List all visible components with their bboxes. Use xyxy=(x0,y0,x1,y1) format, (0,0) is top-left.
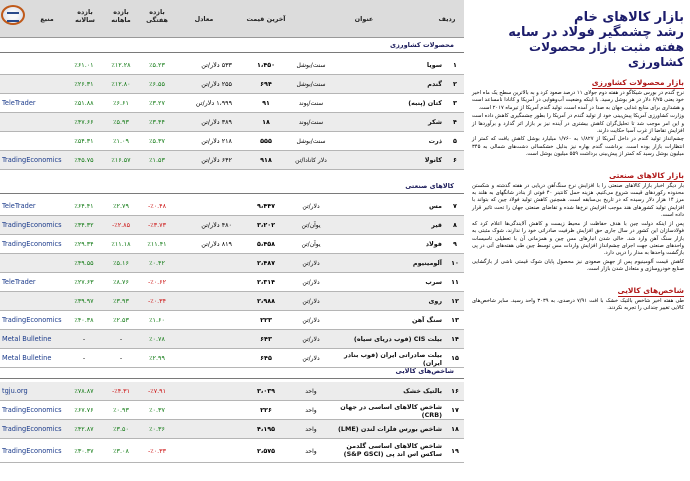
weekly-return: ٪۶.۵۵ xyxy=(149,80,165,88)
header-equiv: معادل xyxy=(194,15,214,23)
table-row xyxy=(0,382,464,401)
table-row xyxy=(0,401,464,420)
row-number: ۱ xyxy=(453,61,457,69)
yearly-return: ٪۶۴.۴۱ xyxy=(74,202,94,210)
source-name: TeleTrader xyxy=(2,278,36,286)
section-indices-title: شاخص‌های کالایی xyxy=(617,285,684,295)
yearly-return: ٪۴۵.۷۵ xyxy=(74,156,94,164)
monthly-return: ٪۲.۸۵- xyxy=(111,221,131,229)
price-unit: دلار/تن xyxy=(302,336,320,343)
table-row xyxy=(0,292,464,311)
yearly-return: ٪۳۴.۳۲ xyxy=(74,221,94,229)
group-divider xyxy=(0,193,464,194)
source-name: Metal Bulletine xyxy=(2,354,52,362)
last-price: ۹۱ xyxy=(262,99,270,107)
row-number: ۱۱ xyxy=(451,278,459,286)
commodity-name: بالتیک خشک xyxy=(403,387,442,395)
row-number: ۱۰ xyxy=(451,259,459,267)
monthly-return: ٪۱۲.۲۸ xyxy=(111,61,131,69)
group-industrial-label: کالاهای صنعتی xyxy=(405,182,454,190)
row-number: ۱۲ xyxy=(451,297,459,305)
commodity-name: گندم xyxy=(427,80,442,88)
paragraph: نرخ گندم در بورس شیکاگو در هفته دوم جولای ۱۱ درصد صعود کرد و به بالاترین سطح یک ماه اخیر خود یعنی ۶/۷۵ دلار در هر بوشل رسید. با اینکه وضعیت آب‌وهوایی در آمریکا و کانادا نامساعد است و هشداری برای منابع غذایی جهان به صدا در آمده است، تولید گندم آمریکا از تیرماه ۲۰۱۷ است. xyxy=(472,90,685,111)
company-logo xyxy=(1,5,25,25)
weekly-return: ٪۵.۳۷ xyxy=(149,137,165,145)
last-price: ۱،۴۵۰ xyxy=(256,61,276,69)
monthly-return: ٪۵.۹۳ xyxy=(113,118,129,126)
yearly-return: ٪۷۸.۸۷ xyxy=(74,387,94,395)
table-row xyxy=(0,273,464,292)
row-number: ۱۴ xyxy=(451,335,459,343)
source-name: TeleTrader xyxy=(2,202,36,210)
row-number: ۸ xyxy=(453,221,457,229)
equivalent-price: ۵۳۳ دلار/تن xyxy=(201,61,232,69)
table-row xyxy=(0,235,464,254)
price-unit: یوآن/تن xyxy=(301,222,321,229)
source-name: TradingEconomics xyxy=(2,316,62,324)
monthly-return: ٪۱۶.۵۷ xyxy=(111,156,131,164)
commodity-name: قیر xyxy=(431,221,442,229)
yearly-return: ٪۴۲.۸۷ xyxy=(74,425,94,433)
monthly-return: ٪۸.۷۶ xyxy=(113,278,129,286)
price-unit: دلار/تن xyxy=(302,260,320,267)
row-number: ۱۹ xyxy=(451,447,459,455)
source-name xyxy=(0,113,64,132)
section-industrial-title: بازار کالاهای صنعتی xyxy=(609,170,684,180)
header-title: عنوان xyxy=(354,15,374,23)
table-row xyxy=(0,151,464,170)
price-unit: واحد xyxy=(305,388,317,395)
commodity-name: شاخص بورس فلزات لندن (LME) xyxy=(337,425,442,433)
weekly-return: ٪۰.۶۲- xyxy=(147,278,167,286)
table-row xyxy=(0,349,464,368)
row-number: ۱۸ xyxy=(451,425,459,433)
yearly-return: - xyxy=(82,354,86,362)
monthly-return: ٪۱۲.۸۰ xyxy=(111,80,131,88)
article-column xyxy=(468,0,690,481)
table-row xyxy=(0,75,464,94)
source-name xyxy=(0,292,64,311)
row-number: ۹ xyxy=(453,240,457,248)
yearly-return: ٪۵۴.۳۱ xyxy=(74,137,94,145)
last-price: ۲،۵۷۵ xyxy=(256,447,276,455)
monthly-return: ٪۲.۷۹ xyxy=(113,202,129,210)
yearly-return: ٪۳۰.۳۷ xyxy=(74,447,94,455)
price-unit: دلار/تن xyxy=(302,355,320,362)
monthly-return: ٪۵.۱۶ xyxy=(113,259,129,267)
source-name: TradingEconomics xyxy=(2,406,62,414)
weekly-return: ٪۱۱.۴۱ xyxy=(147,240,167,248)
price-unit: سنت/بوشل xyxy=(296,138,326,145)
last-price: ۳،۰۳۹ xyxy=(256,387,276,395)
weekly-return: ٪۳.۷۳- xyxy=(147,221,167,229)
row-number: ۳ xyxy=(453,99,457,107)
header-last-price: آخرین قیمت xyxy=(246,15,286,23)
weekly-return: ٪۲.۹۹ xyxy=(149,354,165,362)
monthly-return: ٪۳.۰۸ xyxy=(113,447,129,455)
last-price: ۹،۴۴۷ xyxy=(256,202,276,210)
table-row xyxy=(0,56,464,75)
last-price: ۵،۴۵۸ xyxy=(256,240,276,248)
source-name: TradingEconomics xyxy=(2,447,62,455)
equivalent-price: ۶۴۲ دلار/تن xyxy=(201,156,232,164)
weekly-return: ٪۱.۶۰ xyxy=(149,316,165,324)
yearly-return: ٪۵۱.۸۸ xyxy=(74,99,94,107)
source-name: TradingEconomics xyxy=(2,240,62,248)
weekly-return: ٪۱.۵۳ xyxy=(149,156,165,164)
paragraph: وزارت کشاورزی آمریکا پیش‌بینی خود از تولید گندم در آمریکا را بطور چشمگیری کاهش داده است و این امر موجب شد تا تحلیل‌گران کاهش بیشتری در آینده نیز بر بازار اثر گذارد و برآوردها از افزایش تقاضا از غرب آسیا حکایت دارند. xyxy=(472,113,684,135)
table-row xyxy=(0,420,464,439)
price-unit: واحد xyxy=(305,448,317,455)
price-unit: دلار/تن xyxy=(302,317,320,324)
commodity-name: بیلت CIS (فوب دریای سیاه) xyxy=(353,335,442,343)
price-unit: سنت/بوشل xyxy=(296,62,326,69)
equivalent-price xyxy=(176,382,232,401)
headline-main: رشد چشمگیر فولاد در سایه xyxy=(508,25,684,40)
monthly-return: - xyxy=(119,354,123,362)
commodity-name: ذرت xyxy=(428,137,442,145)
price-unit: یوآن/تن xyxy=(301,241,321,248)
group-agri-label: محصولات کشاورزی xyxy=(389,41,454,49)
equivalent-price: ۸۱۹ دلار/تن xyxy=(201,240,232,248)
last-price: ۴،۱۹۵ xyxy=(256,425,276,433)
header-row: ردیف xyxy=(438,15,456,23)
price-unit: سنت/بوشل xyxy=(296,81,326,88)
table-row xyxy=(0,330,464,349)
commodity-name: سنگ آهن xyxy=(411,316,442,324)
weekly-return: ٪۰.۳۴- xyxy=(147,297,167,305)
paragraph: چشم‌انداز تولید گندم در داخل آمریکا از ۱/۸۲۷ به ۱/۷۶۰ میلیارد بوشل کاهش یافت که کمتر از انتظارات بازار بوده است. برداشت گندم بهاره نیز بدلیل خشکسالی دشت‌های شمالی به ۳۴۵ میلیون بوشل رسید که کمتر از پیش‌بینی برداشت ۵۵۹ میلیون بوشل است. xyxy=(472,136,684,158)
commodity-name: کتان (پنبه) xyxy=(408,99,442,107)
yearly-return: ٪۳۹.۹۷ xyxy=(74,297,94,305)
header-month: بازده ماهانه xyxy=(111,8,131,24)
headline-kicker: بازار کالاهای خام xyxy=(574,10,684,25)
equivalent-price: ۳۸۹ دلار/تن xyxy=(201,118,232,126)
price-unit: دلار/تن xyxy=(302,298,320,305)
source-name: TradingEconomics xyxy=(2,221,62,229)
row-number: ۲ xyxy=(453,80,457,88)
price-unit: سنت/پوند xyxy=(298,119,324,126)
yearly-return: ٪۲۹.۳۴ xyxy=(74,240,94,248)
row-number: ۷ xyxy=(453,202,457,210)
monthly-return: ٪۴.۳۱- xyxy=(111,387,131,395)
weekly-return: ٪۰.۳۶ xyxy=(149,425,165,433)
row-number: ۱۷ xyxy=(451,406,459,414)
group-divider xyxy=(0,52,464,53)
group-indices-label: شاخص‌های کالایی xyxy=(395,367,454,375)
equivalent-price: ۴۸۰ دلار/تن xyxy=(201,221,232,229)
yearly-return: ٪۲۶.۳۱ xyxy=(74,80,94,88)
monthly-return: ٪۱۱.۱۸ xyxy=(111,240,131,248)
paragraph: پس از اینکه دولت چین با هدف حفاظت از محیط زیست و کاهش آلایندگی‌ها اعلام کرد که فولادسازان این کشور در سال جاری حق افزایش ظرفیت صادراتی خود را ندارند، شوک مثبتی به بازار سنگ آهن وارد شد. خالی شدن انبارهای مس چین و همزمانی آن با تعطیلی تاسیسات واحدهای صنعتی جهت اجرای چشم‌انداز افزایش واردات مس توسط چین طی هفته‌های آتی در پی بازگشت واحدها به مدار را درپی دارد. xyxy=(472,220,684,257)
yearly-return: - xyxy=(82,335,86,343)
yearly-return: ٪۶۷.۷۶ xyxy=(74,406,94,414)
monthly-return: ٪۳.۵۰ xyxy=(113,425,129,433)
equivalent-price xyxy=(176,311,232,330)
source-name: TeleTrader xyxy=(2,99,36,107)
monthly-return: ٪۰.۹۳ xyxy=(113,406,129,414)
last-price: ۳،۲۰۲ xyxy=(256,221,276,229)
table-header xyxy=(0,0,464,38)
monthly-return: ٪۲.۵۳ xyxy=(113,316,129,324)
table-row xyxy=(0,216,464,235)
price-unit: دلار کانادا/تن xyxy=(295,157,327,164)
last-price: ۲،۳۱۴ xyxy=(256,278,276,286)
yearly-return: ٪۶۱.۰۱ xyxy=(74,61,94,69)
source-name: TradingEconomics xyxy=(2,156,62,164)
weekly-return: ٪۳.۴۴ xyxy=(149,118,165,126)
equivalent-price xyxy=(176,349,232,368)
headline-sub: هفته مثبت بازار محصولات کشاورزی xyxy=(529,40,684,69)
weekly-return: ٪۰.۳۳- xyxy=(147,447,167,455)
table-row xyxy=(0,254,464,273)
monthly-return: ٪۶.۶۱ xyxy=(113,99,129,107)
last-price: ۶۴۳ xyxy=(260,335,272,343)
last-price: ۱۸ xyxy=(262,118,270,126)
commodity-name: روی xyxy=(428,297,442,305)
weekly-return: ٪۰.۴۸- xyxy=(147,202,167,210)
equivalent-price xyxy=(176,401,232,420)
table-row xyxy=(0,132,464,151)
commodity-name: مس xyxy=(429,202,442,210)
commodity-name: آلومینیوم xyxy=(412,259,442,267)
commodity-name: شاخص کالاهای اساسی گلدمن ساکس اس اند پی (S&P GSCI) xyxy=(343,442,442,458)
yearly-return: ٪۴۹.۵۵ xyxy=(74,259,94,267)
price-unit: دلار/تن xyxy=(302,203,320,210)
yearly-return: ٪۲۷.۶۳ xyxy=(74,278,94,286)
table-row xyxy=(0,440,464,463)
last-price: ۲،۹۸۸ xyxy=(256,297,276,305)
commodity-name: فولاد xyxy=(425,240,442,248)
commodity-name: بیلت صادراتی ایران (فوب بنادر ایران) xyxy=(344,351,442,367)
last-price: ۹۱۸ xyxy=(260,156,272,164)
equivalent-price xyxy=(176,440,232,463)
monthly-return: - xyxy=(119,335,123,343)
commodity-name: کانولا xyxy=(424,156,442,164)
equivalent-price xyxy=(176,330,232,349)
header-week: بازده هفتگی xyxy=(146,8,168,24)
last-price: ۶۴۵ xyxy=(260,354,272,362)
equivalent-price: ۲۱۸ دلار/تن xyxy=(201,137,232,145)
last-price: ۶۹۴ xyxy=(260,80,272,88)
equivalent-price: ۱،۹۹۹ دلار/تن xyxy=(195,99,232,107)
section-agri-title: بازار محصولات کشاورزی xyxy=(591,78,684,87)
weekly-return: ٪۵.۲۳ xyxy=(149,61,165,69)
table-row xyxy=(0,311,464,330)
weekly-return: ٪۰.۷۸ xyxy=(149,335,165,343)
source-name: tgju.org xyxy=(2,387,28,395)
yearly-return: ٪۴۷.۶۶ xyxy=(74,118,94,126)
last-price: ۲،۴۸۷ xyxy=(256,259,276,267)
source-name: TradingEconomics xyxy=(2,425,62,433)
row-number: ۴ xyxy=(453,118,457,126)
table-row xyxy=(0,113,464,132)
row-number: ۱۳ xyxy=(451,316,459,324)
last-price: ۵۵۵ xyxy=(260,137,272,145)
header-source: منبع xyxy=(40,15,54,23)
equivalent-price xyxy=(176,273,232,292)
equivalent-price xyxy=(176,420,232,439)
commodity-name: شکر xyxy=(428,118,442,126)
header-year: بازده سالانه xyxy=(75,8,95,24)
paragraph: طی هفته اخیر شاخص بالتیک خشک با افت ۷/۹۱ درصدی، به ۳۰۳۹ واحد رسید. سایر شاخص‌های کالایی تغییر چندانی را تجربه نکردند. xyxy=(472,297,684,311)
equivalent-price: ۲۵۵ دلار/تن xyxy=(201,80,232,88)
monthly-return: ٪۱.۰۹ xyxy=(113,137,129,145)
weekly-return: ٪۷.۹۱- xyxy=(147,387,167,395)
equivalent-price xyxy=(176,197,232,216)
last-price: ۲۲۳ xyxy=(260,316,272,324)
paragraph: بار دیگر اخبار بازار کالاهای صنعتی را با افزایش نرخ سنگ‌آهن دریایی در هفته گذشته و شکستن محدوده رکوردهای قیمت شروع می‌کنیم. هزینه حمل کانتینر ۴۰ فوتی از بنادر شانگهای به هلند به مرز ۱۴ هزار دلار رسیده که در تاریخ بی‌سابقه است. همچنین کاهش تولید فولاد چین که بتواند با افزایش تولید کشورهای هند موجب افزایش نرخ‌ها شده و تقاضای صنعتی جهان را تحت تاثیر قرار داده است. xyxy=(472,182,685,219)
source-name xyxy=(0,254,64,273)
row-number: ۵ xyxy=(453,137,457,145)
equivalent-price xyxy=(176,254,232,273)
weekly-return: ٪۰.۳۷ xyxy=(149,406,165,414)
monthly-return: ٪۳.۹۳ xyxy=(113,297,129,305)
price-unit: واحد xyxy=(305,426,317,433)
weekly-return: ٪۳.۲۷ xyxy=(149,99,165,107)
row-number: ۱۵ xyxy=(451,354,459,362)
weekly-return: ٪۰.۴۲ xyxy=(149,259,165,267)
commodity-name: سرب xyxy=(425,278,442,286)
source-name xyxy=(0,132,64,151)
last-price: ۲۲۶ xyxy=(260,406,272,414)
yearly-return: ٪۴۰.۳۸ xyxy=(74,316,94,324)
price-unit: دلار/تن xyxy=(302,279,320,286)
group-divider xyxy=(0,378,464,379)
paragraph: کاهش قیمت آلومینیوم پس از جهش صعودی نیز محصول پایان شوک قیمتی ناشی از بازگشایی صنایع خودروسازی و متعادل شدن بازار است. xyxy=(472,258,684,273)
source-name xyxy=(0,75,64,94)
commodity-name: شاخص کالاهای اساسی در جهان (CRB) xyxy=(340,403,442,419)
row-number: ۱۶ xyxy=(451,387,459,395)
table-row xyxy=(0,94,464,113)
price-unit: واحد xyxy=(305,407,317,414)
row-number: ۶ xyxy=(453,156,457,164)
table-row xyxy=(0,197,464,216)
equivalent-price xyxy=(176,292,232,311)
commodity-name: سویا xyxy=(426,61,442,69)
source-name xyxy=(0,56,64,75)
source-name: Metal Bulletine xyxy=(2,335,52,343)
price-unit: سنت/پوند xyxy=(298,100,324,107)
